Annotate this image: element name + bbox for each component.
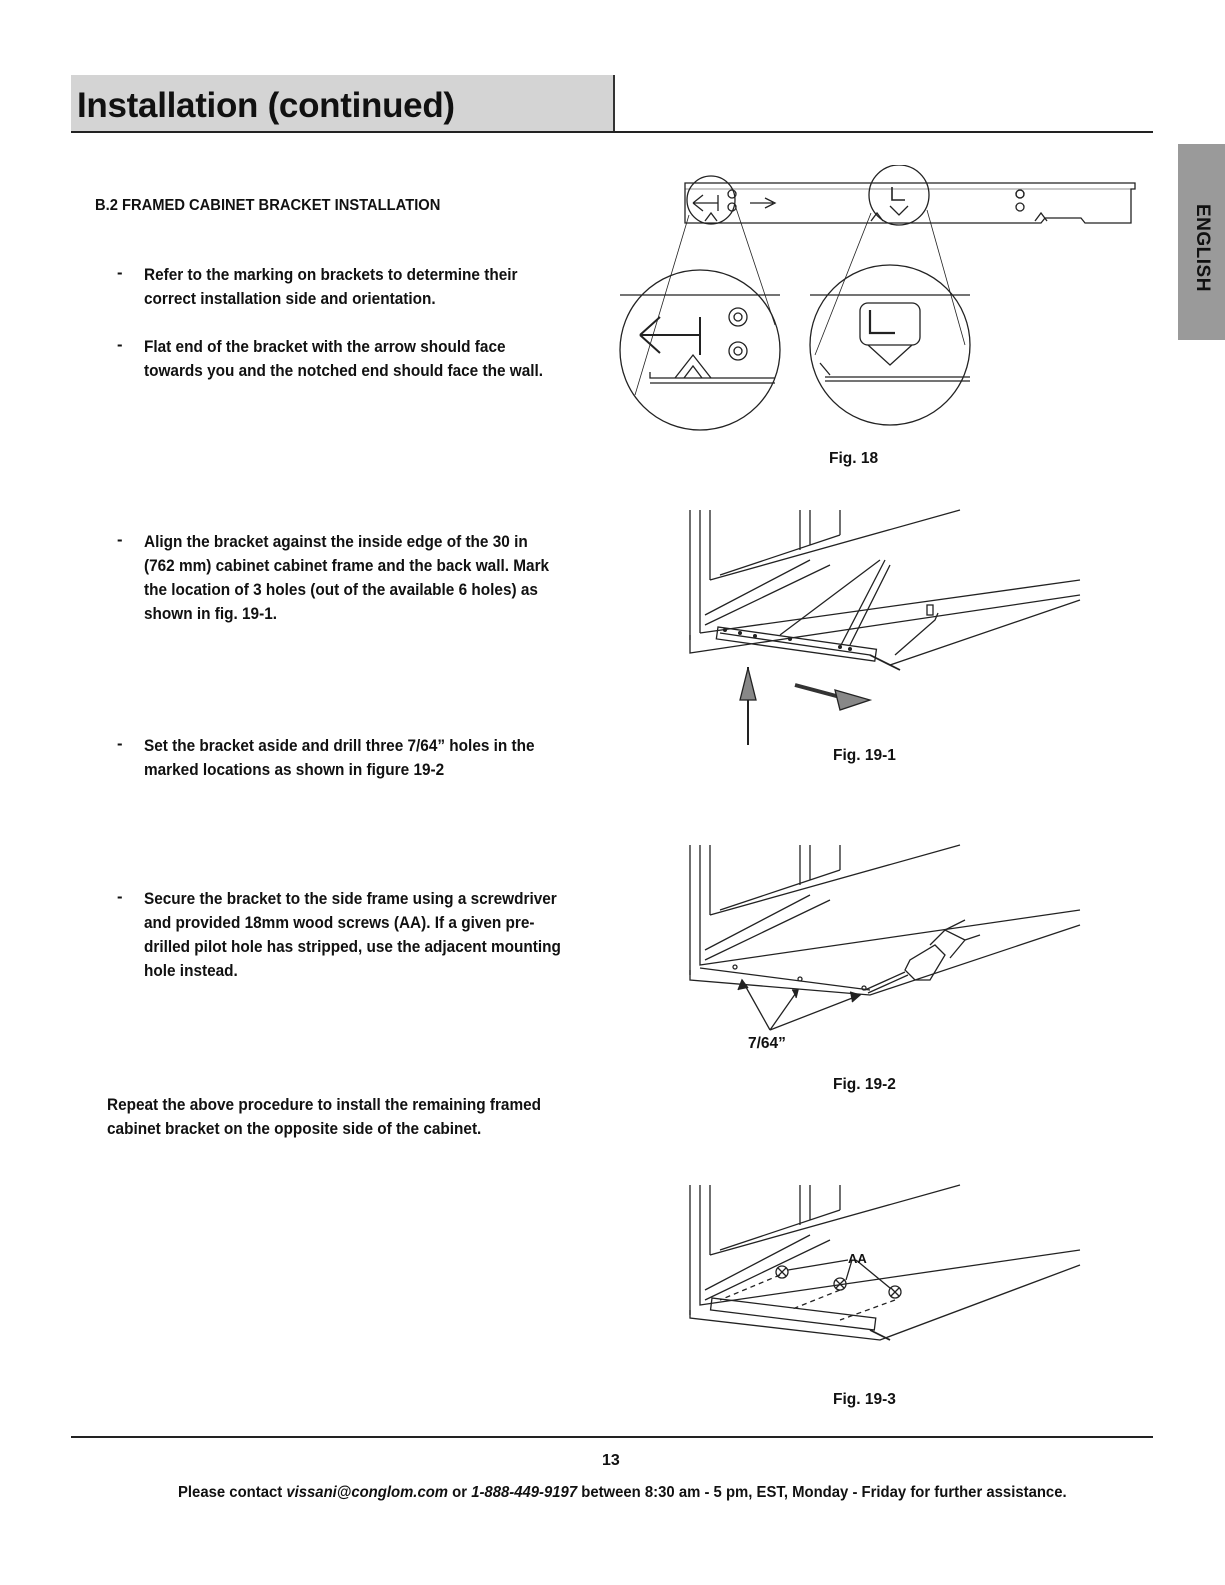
fig-19-3-caption: Fig. 19-3 [833,1391,896,1408]
step-bullet: - [117,264,123,282]
fig-18-caption: Fig. 18 [829,450,879,467]
phone-link[interactable]: 1-888-449-9197 [471,1484,578,1501]
header-rule [71,131,1153,133]
step-text: Flat end of the bracket with the arrow should face towards you and the notched end should face the wall. [144,338,544,380]
drill-size-label: 7/64” [748,1035,786,1052]
fig-19-3-secure-screws [680,1180,1090,1360]
step-text: Align the bracket against the inside edge of the 30 in (762 mm) cabinet cabinet frame and the back wall. Mark the location of 3 holes (out of the available 6 holes) as shown in fig. 19-1. [144,533,550,623]
step-text: Secure the bracket to the side frame using a screwdriver and provided 18mm wood screws (AA). If a given pre-drilled pilot hole has stripped, use the adjacent mounting hole instead. [144,890,561,980]
fig-19-2-caption: Fig. 19-2 [833,1076,896,1093]
page-title: Installation (continued) [77,86,455,125]
step-bullet: - [117,336,123,354]
fig-18-bracket-markings [615,165,1150,435]
footer-rule [71,1436,1153,1438]
page-number: 13 [602,1452,620,1469]
step-bullet: - [117,531,123,549]
contact-suffix: between 8:30 am - 5 pm, EST, Monday - Friday for further assistance. [577,1484,1067,1501]
contact-or: or [448,1484,472,1501]
fig-19-2-drill-holes [680,840,1090,1050]
fig-19-1-align-bracket [680,505,1090,755]
step-bullet: - [117,735,123,753]
repeat-note: Repeat the above procedure to install the remaining framed cabinet bracket on the opposite side of the cabinet. [107,1096,542,1138]
step-text: Refer to the marking on brackets to determine their correct installation side and orientation. [144,266,518,308]
step-text: Set the bracket aside and drill three 7/64” holes in the marked locations as shown in figure 19-2 [144,737,535,779]
header-divider [613,75,615,132]
step-bullet: - [117,888,123,906]
language-tab-label: ENGLISH [1192,204,1213,292]
email-link[interactable]: vissani@conglom.com [286,1484,449,1501]
screw-label: AA [848,1251,867,1266]
section-title: B.2 FRAMED CABINET BRACKET INSTALLATION [95,197,441,214]
fig-19-1-caption: Fig. 19-1 [833,747,896,764]
contact-line [178,1484,1067,1502]
contact-prefix: Please contact [178,1484,287,1501]
